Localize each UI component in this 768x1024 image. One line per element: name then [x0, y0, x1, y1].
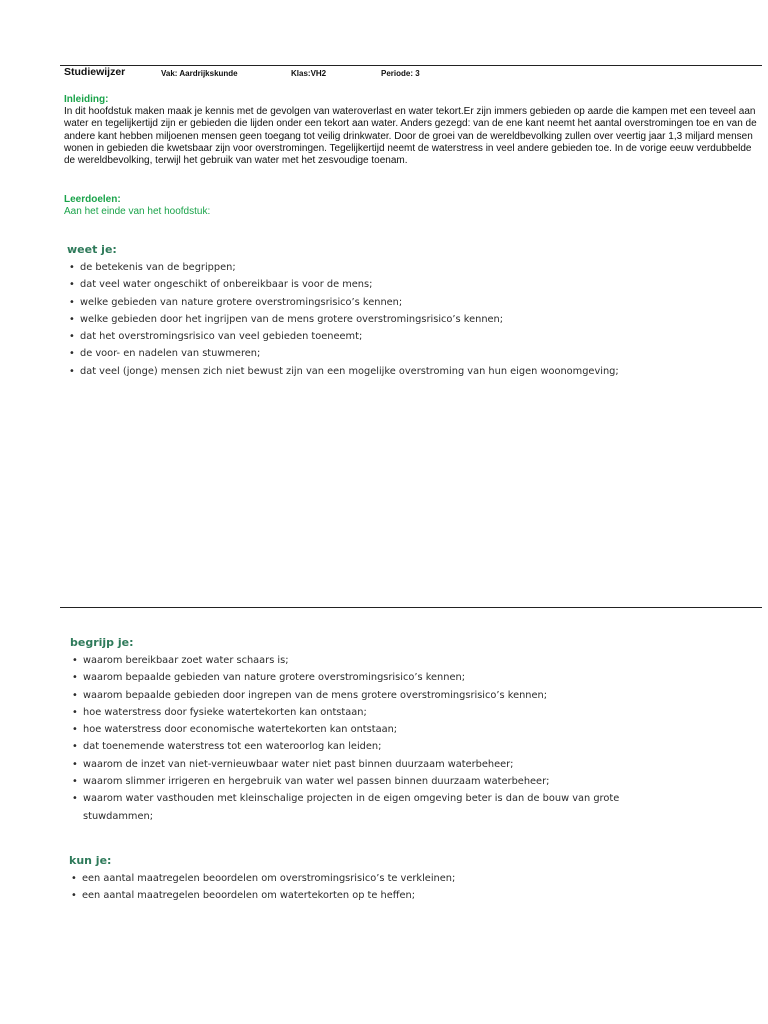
- list-item: • waarom de inzet van niet-vernieuwbaar water niet past binnen duurzaam waterbeheer;: [70, 756, 670, 773]
- intro-heading: Inleiding:: [64, 94, 109, 105]
- weet-je-heading: weet je:: [67, 243, 117, 256]
- document-header: [64, 67, 754, 81]
- begrijp-je-section: [70, 636, 670, 825]
- list-item: • een aantal maatregelen beoordelen om overstromingsrisico’s te verkleinen;: [69, 870, 669, 887]
- list-item: • waarom water vasthouden met kleinschalige projecten in de eigen omgeving beter is dan de bouw van grote stuwdammen;: [70, 790, 670, 825]
- header-divider: [60, 65, 762, 66]
- period-label: Periode: 3: [381, 69, 420, 78]
- list-item: • waarom bepaalde gebieden door ingrepen van de mens grotere overstromingsrisico’s kennen;: [70, 687, 670, 704]
- subject-label: Vak: Aardrijkskunde: [161, 69, 238, 78]
- weet-je-list: [67, 259, 667, 380]
- class-label: Klas:VH2: [291, 69, 327, 78]
- document-title: Studiewijzer: [64, 66, 126, 78]
- kun-je-section: [69, 854, 669, 905]
- list-item: • waarom slimmer irrigeren en hergebruik van water wel passen binnen duurzaam waterbeheer;: [70, 773, 670, 790]
- begrijp-je-heading: begrijp je:: [70, 636, 134, 649]
- list-item: • de voor- en nadelen van stuwmeren;: [67, 345, 667, 362]
- list-item: • dat het overstromingsrisico van veel gebieden toeneemt;: [67, 328, 667, 345]
- intro-paragraph: In dit hoofdstuk maken maak je kennis met de gevolgen van wateroverlast en water tekort.Er zijn immers gebieden op aarde die kampen met een teveel aan water en tegelijkertijd zijn er gebieden die lijden onder een tekort aan water. Anders gezegd: van de ene kant neemt het aantal overstromingen toe en van de andere kant hebben miljoenen mensen geen toegang tot veilig drinkwater. Door de groei van de wereldbevolking zullen over veertig jaar 1,3 miljard mensen wonen in gebieden die kwetsbaar zijn voor overstromingen. Tegelijkertijd neemt de waterstress in veel andere gebieden toe. In de vorige eeuw verdubbelde de wereldbevolking, terwijl het gebruik van water met het zesvoudige toenam.: [64, 106, 757, 167]
- begrijp-je-list: [70, 652, 670, 825]
- kun-je-list: [69, 870, 669, 905]
- list-item: • welke gebieden van nature grotere overstromingsrisico’s kennen;: [67, 294, 667, 311]
- list-item: • dat toenemende waterstress tot een wateroorlog kan leiden;: [70, 738, 670, 755]
- list-item: • dat veel (jonge) mensen zich niet bewust zijn van een mogelijke overstroming van hun eigen woonomgeving;: [67, 363, 667, 380]
- weet-je-section: [67, 243, 667, 380]
- list-item: • een aantal maatregelen beoordelen om watertekorten op te heffen;: [69, 887, 669, 904]
- list-item: • hoe waterstress door economische watertekorten kan ontstaan;: [70, 721, 670, 738]
- list-item: • waarom bereikbaar zoet water schaars is;: [70, 652, 670, 669]
- kun-je-heading: kun je:: [69, 854, 112, 867]
- list-item: • de betekenis van de begrippen;: [67, 259, 667, 276]
- list-item: • welke gebieden door het ingrijpen van de mens grotere overstromingsrisico’s kennen;: [67, 311, 667, 328]
- learning-goals-subheading: Aan het einde van het hoofdstuk:: [64, 206, 211, 217]
- list-item: • hoe waterstress door fysieke watertekorten kan ontstaan;: [70, 704, 670, 721]
- list-item: • dat veel water ongeschikt of onbereikbaar is voor de mens;: [67, 276, 667, 293]
- learning-goals-heading: Leerdoelen:: [64, 194, 121, 205]
- page-divider: [60, 607, 762, 608]
- list-item: • waarom bepaalde gebieden van nature grotere overstromingsrisico’s kennen;: [70, 669, 670, 686]
